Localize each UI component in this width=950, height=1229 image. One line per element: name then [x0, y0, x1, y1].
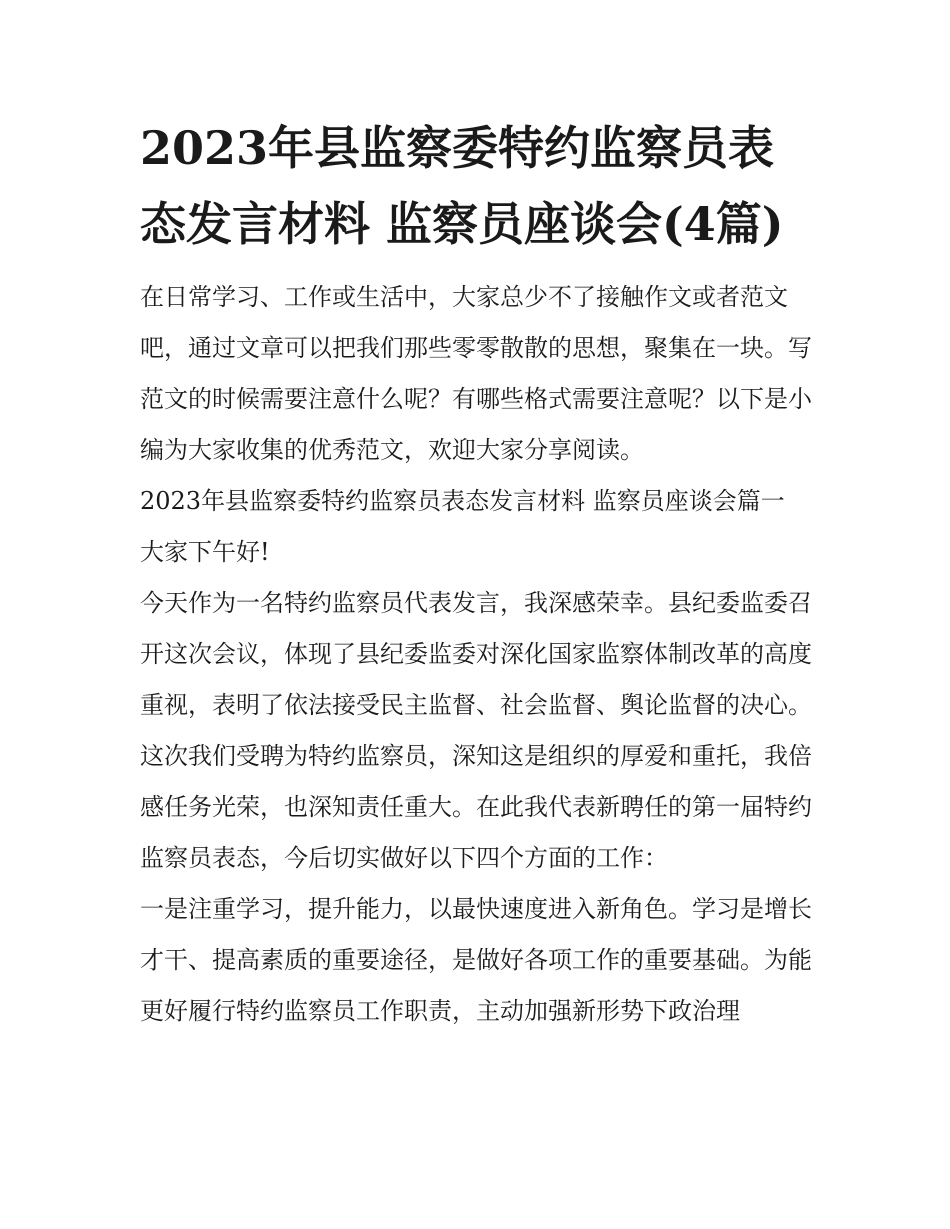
section-heading: 2023年县监察委特约监察员表态发言材料 监察员座谈会篇一: [140, 487, 785, 515]
greeting-paragraph: 大家下午好!: [140, 538, 270, 566]
body-paragraph: 一是注重学习，提升能力，以最快速度进入新角色。学习是增长才干、提高素质的重要途径，是做好各项工作的重要基础。为能更好履行特约监察员工作职责，主动加强新形势下政治理: [140, 895, 812, 1025]
body-paragraph: 今天作为一名特约监察员代表发言，我深感荣幸。县纪委监委召开这次会议，体现了县纪委监委对深化国家监察体制改革的高度重视，表明了依法接受民主监督、社会监督、舆论监督的决心。这次我们受聘为特约监察员，深知这是组织的厚爱和重托，我倍感任务光荣，也深知责任重大。在此我代表新聘任的第一届特约监察员表态，今后切实做好以下四个方面的工作：: [140, 589, 812, 872]
document-title: 2023年县监察委特约监察员表态发言材料 监察员座谈会(4篇): [140, 121, 784, 251]
intro-paragraph: 在日常学习、工作或生活中，大家总少不了接触作文或者范文吧，通过文章可以把我们那些零零散散的思想，聚集在一块。写范文的时候需要注意什么呢？有哪些格式需要注意呢？以下是小编为大家收集的优秀范文，欢迎大家分享阅读。: [140, 283, 812, 464]
document-body: [140, 110, 816, 1037]
